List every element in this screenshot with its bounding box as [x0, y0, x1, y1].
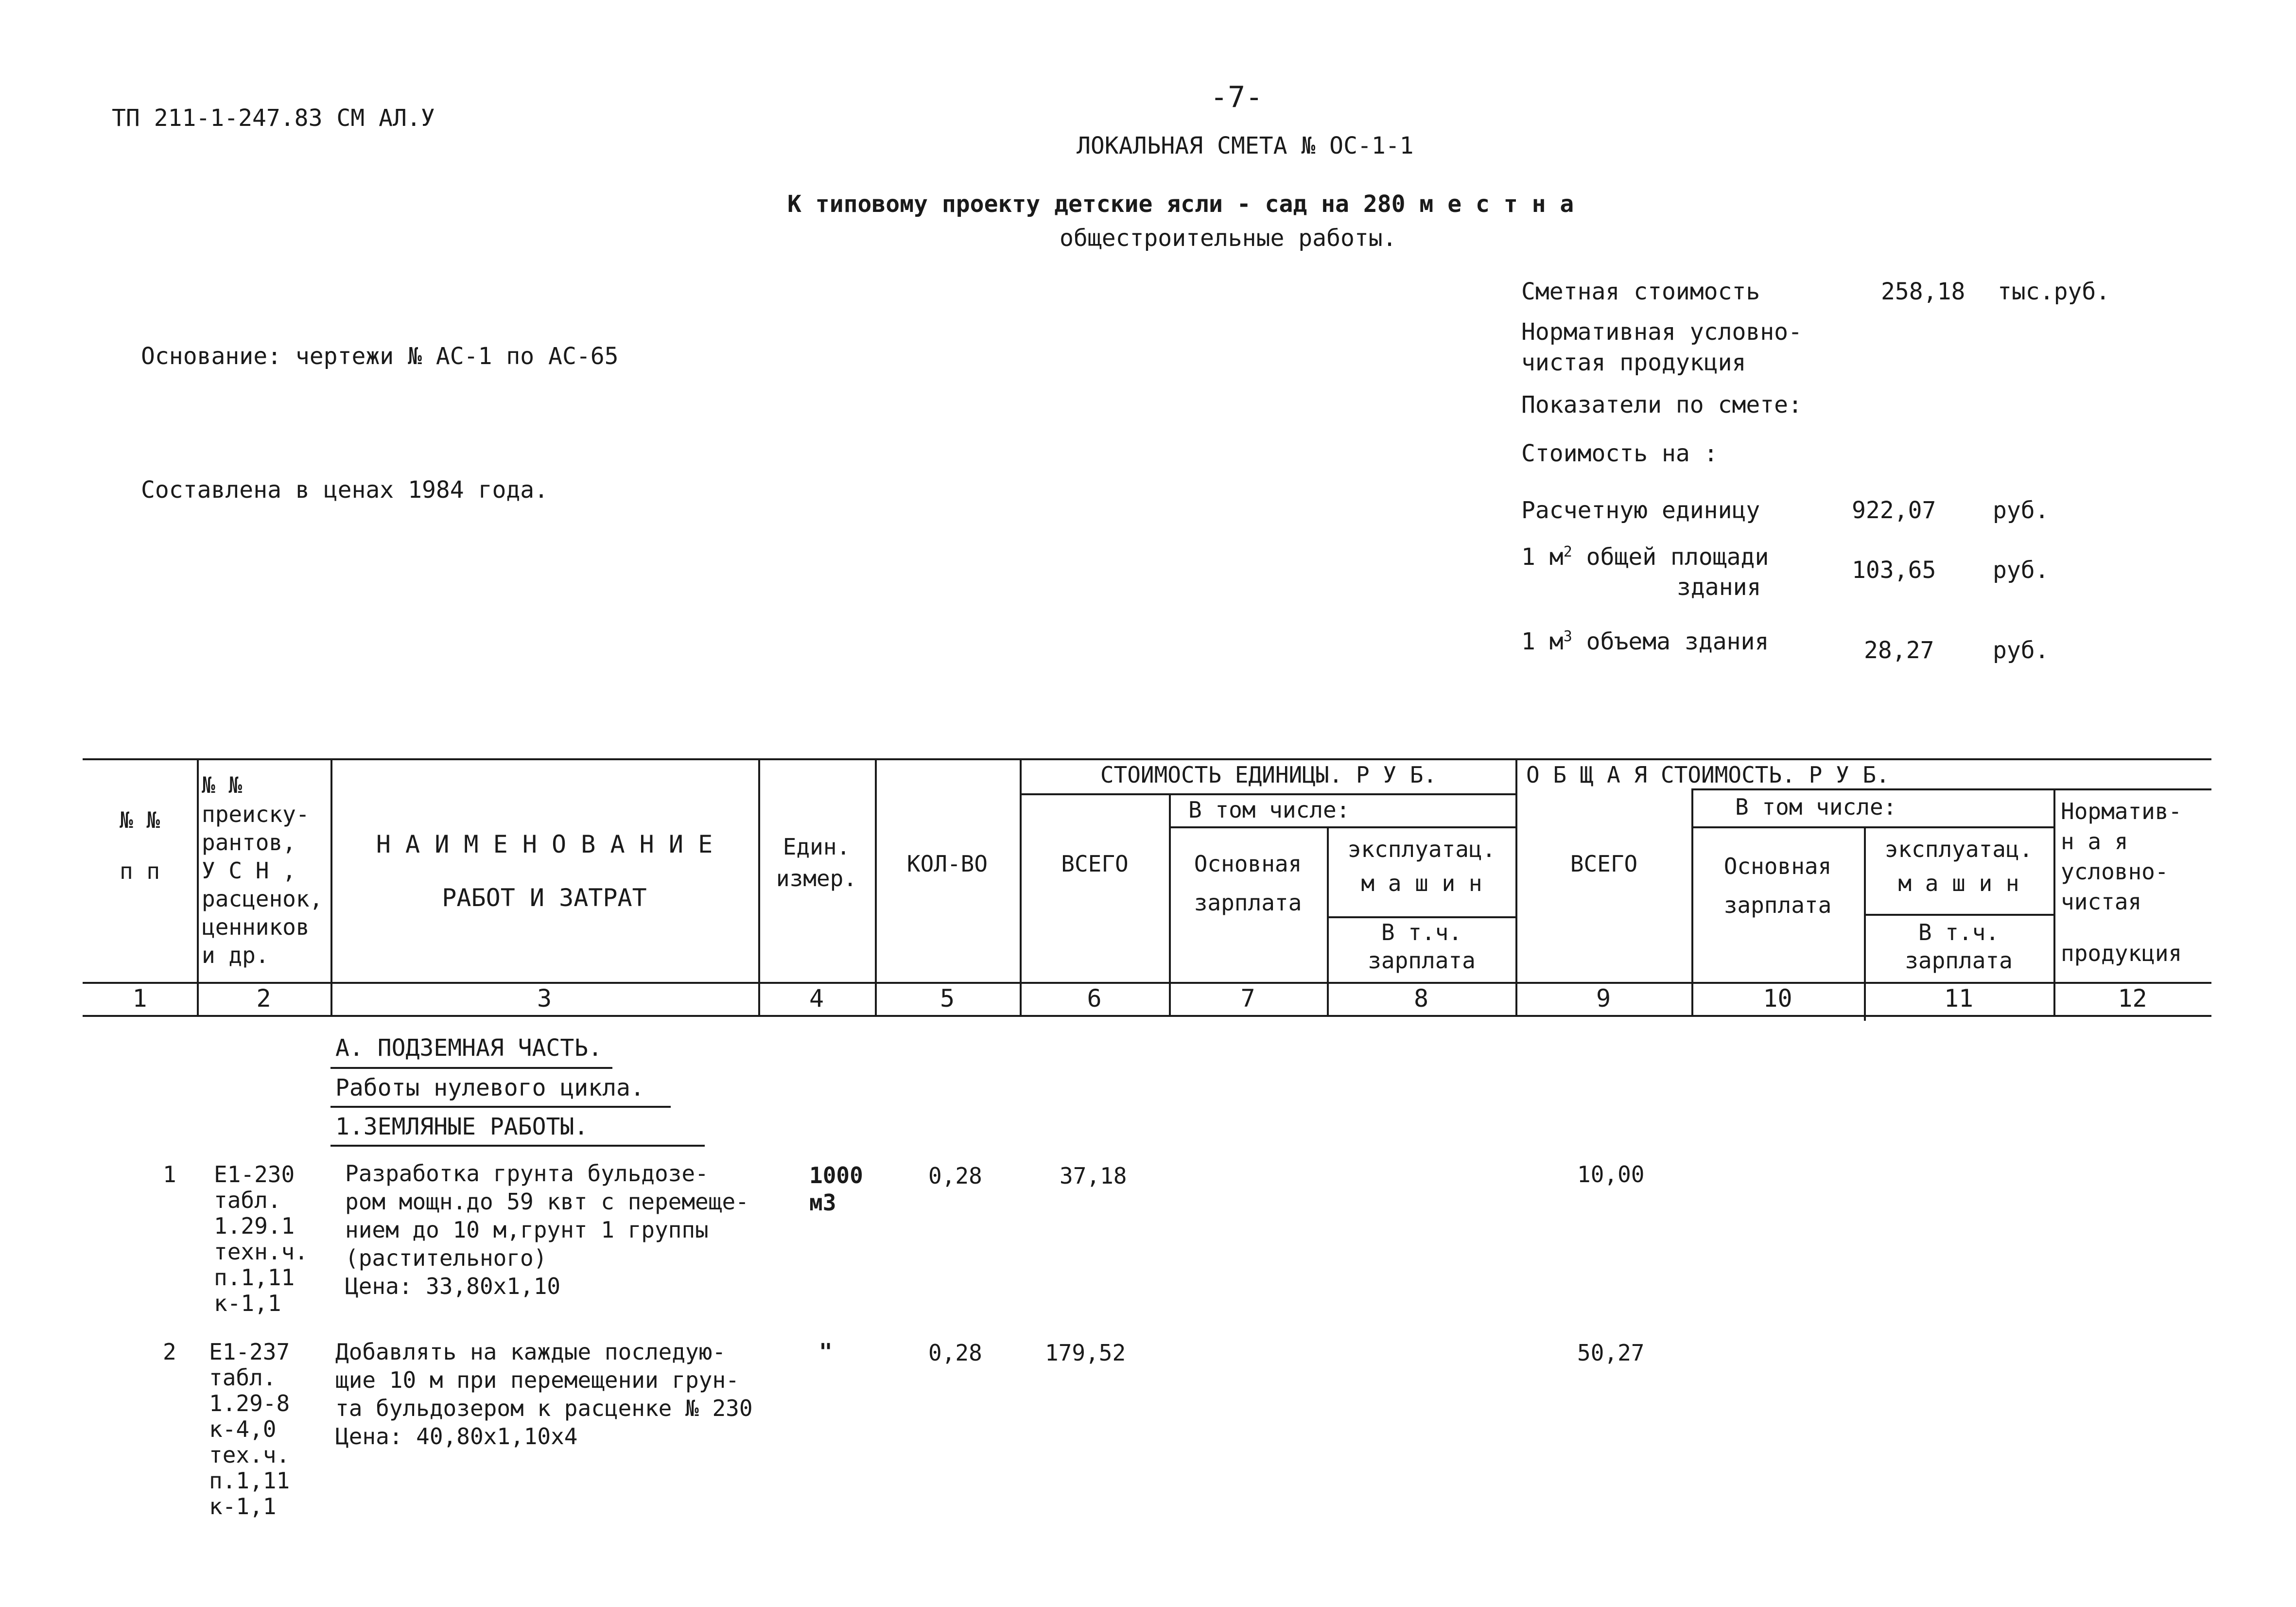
hdr-col1-b: п п — [119, 858, 160, 884]
hdr-col2-b: преиску- — [202, 801, 310, 827]
row-quantity: 0,28 — [928, 1163, 982, 1189]
hdr-incl-unit: В том числе: — [1188, 797, 1350, 823]
hdr-col1-a: № № — [119, 807, 160, 833]
document-code: ТП 211-1-247.83 СМ АЛ.У — [112, 105, 435, 132]
estimate-title: ЛОКАЛЬНАЯ СМЕТА № ОС-1-1 — [1077, 132, 1414, 159]
row-unit: " — [819, 1339, 833, 1365]
hdr-incl-total: В том числе: — [1735, 794, 1897, 820]
hdr-col12-c: условно- — [2061, 858, 2169, 885]
hdr-total-cost-group: О Б Щ А Я СТОИМОСТЬ. Р У Б. — [1526, 762, 1890, 788]
hdr-col8-b: м а ш и н — [1361, 870, 1482, 896]
hdr-col2-f: ценников — [202, 914, 310, 940]
hdr-col12-b: н а я — [2061, 828, 2128, 855]
hdr-col8-a: эксплуатац. — [1347, 836, 1496, 862]
col-number: 4 — [809, 984, 824, 1013]
page-number: -7- — [1210, 80, 1263, 114]
col-number: 11 — [1944, 984, 1974, 1013]
hdr-col5: КОЛ-ВО — [906, 851, 988, 877]
hdr-col3-b: РАБОТ И ЗАТРАТ — [442, 884, 647, 912]
area-label: 1 $м^2$ общей площади — [1521, 543, 1769, 571]
row-name: Разработка грунта бульдозе- ром мощн.до 59 квт с перемеще- нием до 10 м,грунт 1 группы (растительного) Цена: 33,80х1,10 — [345, 1160, 749, 1299]
unit-unit: руб. — [1993, 497, 2049, 524]
row-number: 2 — [163, 1339, 176, 1365]
estimate-subtitle-line1: К типовому проекту детские ясли - сад на 280 м е с т н а — [787, 191, 1574, 218]
hdr-col12-d: чистая — [2061, 889, 2142, 915]
hdr-col10-b: зарплата — [1723, 892, 1832, 918]
col-number: 8 — [1413, 984, 1429, 1013]
hdr-col7-a: Основная — [1194, 851, 1302, 877]
cost-per-label: Стоимость на : — [1521, 440, 1718, 467]
col-number: 2 — [256, 984, 271, 1013]
row-number: 1 — [163, 1161, 176, 1188]
row-unit: 1000 м3 — [809, 1162, 863, 1216]
basis-text: Основание: чертежи № АС-1 по АС-65 — [141, 343, 619, 370]
col-number: 3 — [537, 984, 552, 1013]
hdr-col12-e: продукция — [2061, 940, 2182, 966]
volume-value: 28,27 — [1864, 637, 1934, 664]
estimate-subtitle-line2: общестроительные работы. — [1060, 225, 1397, 252]
section-heading-b: Работы нулевого цикла. — [335, 1074, 644, 1101]
hdr-col2-a: № № — [202, 772, 243, 798]
hdr-col11-a: эксплуатац. — [1884, 836, 2033, 862]
col-number: 12 — [2118, 984, 2147, 1013]
row-name: Добавлять на каждые последую- щие 10 м при перемещении грун- та бульдозером к расценке № 230 Цена: 40,80х1,10х4 — [335, 1339, 753, 1450]
hdr-col4-b: измер. — [776, 865, 857, 891]
area-label-2: здания — [1677, 574, 1761, 601]
row-unit-total: 179,52 — [1045, 1340, 1126, 1366]
volume-unit: руб. — [1993, 637, 2049, 664]
hdr-col7-b: зарплата — [1194, 890, 1302, 916]
hdr-col3-a: Н А И М Е Н О В А Н И Е — [376, 830, 713, 858]
col-number: 1 — [132, 984, 147, 1013]
col-number: 10 — [1763, 984, 1792, 1013]
hdr-col10-a: Основная — [1723, 853, 1832, 879]
col-number: 6 — [1087, 984, 1102, 1013]
hdr-col2-g: и др. — [202, 942, 269, 968]
estimated-cost-label: Сметная стоимость — [1521, 278, 1760, 305]
normative-label-2: чистая продукция — [1521, 349, 1746, 376]
hdr-col2-d: У С Н , — [202, 857, 296, 884]
hdr-col11-d: зарплата — [1905, 947, 2013, 974]
hdr-col2-c: рантов, — [202, 829, 296, 856]
col-number: 7 — [1240, 984, 1255, 1013]
hdr-col4-a: Един. — [783, 834, 851, 860]
hdr-col11-c: В т.ч. — [1918, 919, 2000, 945]
row-code: Е1-237 табл. 1.29-8 к-4,0 тех.ч. п.1,11 к-1,1 — [209, 1339, 290, 1520]
estimated-cost-unit: тыс.руб. — [1998, 278, 2110, 305]
row-total: 10,00 — [1577, 1161, 1645, 1188]
area-unit: руб. — [1993, 557, 2049, 584]
col-number: 5 — [939, 984, 955, 1013]
hdr-col2-e: расценок, — [202, 886, 323, 912]
section-heading-a: А. ПОДЗЕМНАЯ ЧАСТЬ. — [335, 1034, 603, 1062]
hdr-col6: ВСЕГО — [1061, 851, 1129, 877]
section-heading-c: 1.ЗЕМЛЯНЫЕ РАБОТЫ. — [335, 1113, 589, 1140]
row-unit-total: 37,18 — [1060, 1163, 1127, 1189]
col-number: 9 — [1596, 984, 1611, 1013]
prices-year-text: Составлена в ценах 1984 года. — [141, 476, 549, 504]
hdr-col9: ВСЕГО — [1570, 851, 1638, 877]
unit-value: 922,07 — [1852, 497, 1936, 524]
indicators-label: Показатели по смете: — [1521, 391, 1802, 419]
volume-label: 1 $м^3$ объема здания — [1521, 628, 1769, 655]
row-code: Е1-230 табл. 1.29.1 техн.ч. п.1,11 к-1,1 — [214, 1161, 308, 1316]
hdr-unit-cost-group: СТОИМОСТЬ ЕДИНИЦЫ. Р У Б. — [1100, 762, 1437, 788]
hdr-col11-b: м а ш и н — [1898, 870, 2019, 896]
area-value: 103,65 — [1852, 557, 1936, 584]
hdr-col12-a: Норматив- — [2061, 798, 2182, 824]
hdr-col8-c: В т.ч. — [1381, 919, 1462, 945]
normative-label-1: Нормативная условно- — [1521, 318, 1802, 346]
unit-label: Расчетную единицу — [1521, 497, 1760, 524]
row-total: 50,27 — [1577, 1340, 1645, 1366]
estimated-cost-value: 258,18 — [1881, 278, 1966, 305]
hdr-col8-d: зарплата — [1368, 947, 1476, 974]
row-quantity: 0,28 — [928, 1340, 982, 1366]
